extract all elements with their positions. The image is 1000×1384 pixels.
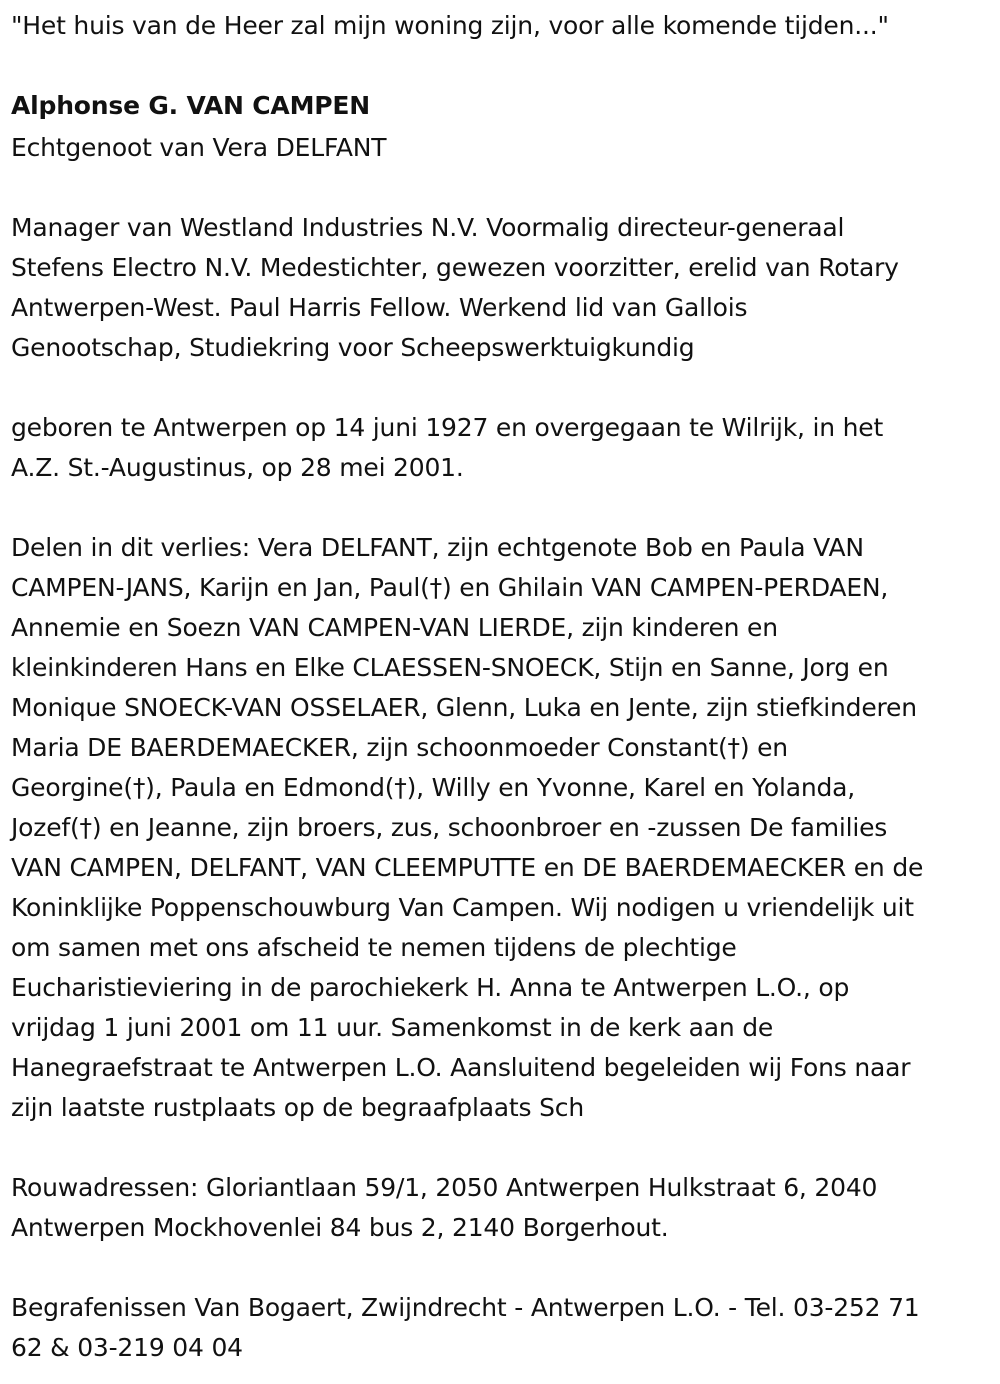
- paragraph-line: A.Z. St.-Augustinus, op 28 mei 2001.: [11, 453, 464, 482]
- paragraph-line: Georgine(†), Paula en Edmond(†), Willy en Yvonne, Karel en Yolanda,: [11, 773, 856, 802]
- paragraph-line: Eucharistieviering in de parochiekerk H. Anna te Antwerpen L.O., op: [11, 973, 850, 1002]
- paragraph-line: Maria DE BAERDEMAECKER, zijn schoonmoeder Constant(†) en: [11, 733, 788, 762]
- paragraph-line: kleinkinderen Hans en Elke CLAESSEN-SNOECK, Stijn en Sanne, Jorg en: [11, 653, 889, 682]
- paragraph-line: vrijdag 1 juni 2001 om 11 uur. Samenkomst in de kerk aan de: [11, 1013, 774, 1042]
- paragraph-line: CAMPEN-JANS, Karijn en Jan, Paul(†) en Ghilain VAN CAMPEN-PERDAEN,: [11, 573, 889, 602]
- paragraph-line: Jozef(†) en Jeanne, zijn broers, zus, schoonbroer en -zussen De families: [11, 813, 888, 842]
- opening-quote: "Het huis van de Heer zal mijn woning zijn, voor alle komende tijden...": [11, 11, 889, 40]
- paragraph-line: geboren te Antwerpen op 14 juni 1927 en overgegaan te Wilrijk, in het: [11, 413, 884, 442]
- paragraph-line: VAN CAMPEN, DELFANT, VAN CLEEMPUTTE en DE BAERDEMAECKER en de: [11, 853, 924, 882]
- paragraph-line: zijn laatste rustplaats op de begraafplaats Sch: [11, 1093, 584, 1122]
- paragraph-line: Genootschap, Studiekring voor Scheepswerktuigkundig: [11, 333, 695, 362]
- paragraph-line: Manager van Westland Industries N.V. Voormalig directeur-generaal: [11, 213, 845, 242]
- spouse-line: Echtgenoot van Vera DELFANT: [11, 133, 387, 162]
- paragraph-line: 62 & 03-219 04 04: [11, 1333, 243, 1362]
- addresses-paragraph: [11, 1168, 991, 1248]
- mourners-paragraph: [11, 528, 991, 1128]
- birth-death-paragraph: [11, 408, 991, 488]
- paragraph-line: Begrafenissen Van Bogaert, Zwijndrecht - Antwerpen L.O. - Tel. 03-252 71: [11, 1293, 920, 1322]
- paragraph-line: Antwerpen Mockhovenlei 84 bus 2, 2140 Borgerhout.: [11, 1213, 669, 1242]
- paragraph-line: Stefens Electro N.V. Medestichter, gewezen voorzitter, erelid van Rotary: [11, 253, 899, 282]
- paragraph-line: Delen in dit verlies: Vera DELFANT, zijn echtgenote Bob en Paula VAN: [11, 533, 864, 562]
- paragraph-line: Annemie en Soezn VAN CAMPEN-VAN LIERDE, zijn kinderen en: [11, 613, 778, 642]
- paragraph-line: Antwerpen-West. Paul Harris Fellow. Werkend lid van Gallois: [11, 293, 748, 322]
- deceased-name: Alphonse G. VAN CAMPEN: [11, 91, 370, 120]
- funeral-home-paragraph: [11, 1288, 991, 1368]
- paragraph-line: Rouwadressen: Gloriantlaan 59/1, 2050 Antwerpen Hulkstraat 6, 2040: [11, 1173, 878, 1202]
- obituary-document: [11, 6, 991, 1368]
- paragraph-line: om samen met ons afscheid te nemen tijdens de plechtige: [11, 933, 737, 962]
- paragraph-line: Hanegraefstraat te Antwerpen L.O. Aansluitend begeleiden wij Fons naar: [11, 1053, 911, 1082]
- paragraph-line: Koninklijke Poppenschouwburg Van Campen. Wij nodigen u vriendelijk uit: [11, 893, 914, 922]
- career-paragraph: [11, 208, 991, 368]
- paragraph-line: Monique SNOECK-VAN OSSELAER, Glenn, Luka en Jente, zijn stiefkinderen: [11, 693, 917, 722]
